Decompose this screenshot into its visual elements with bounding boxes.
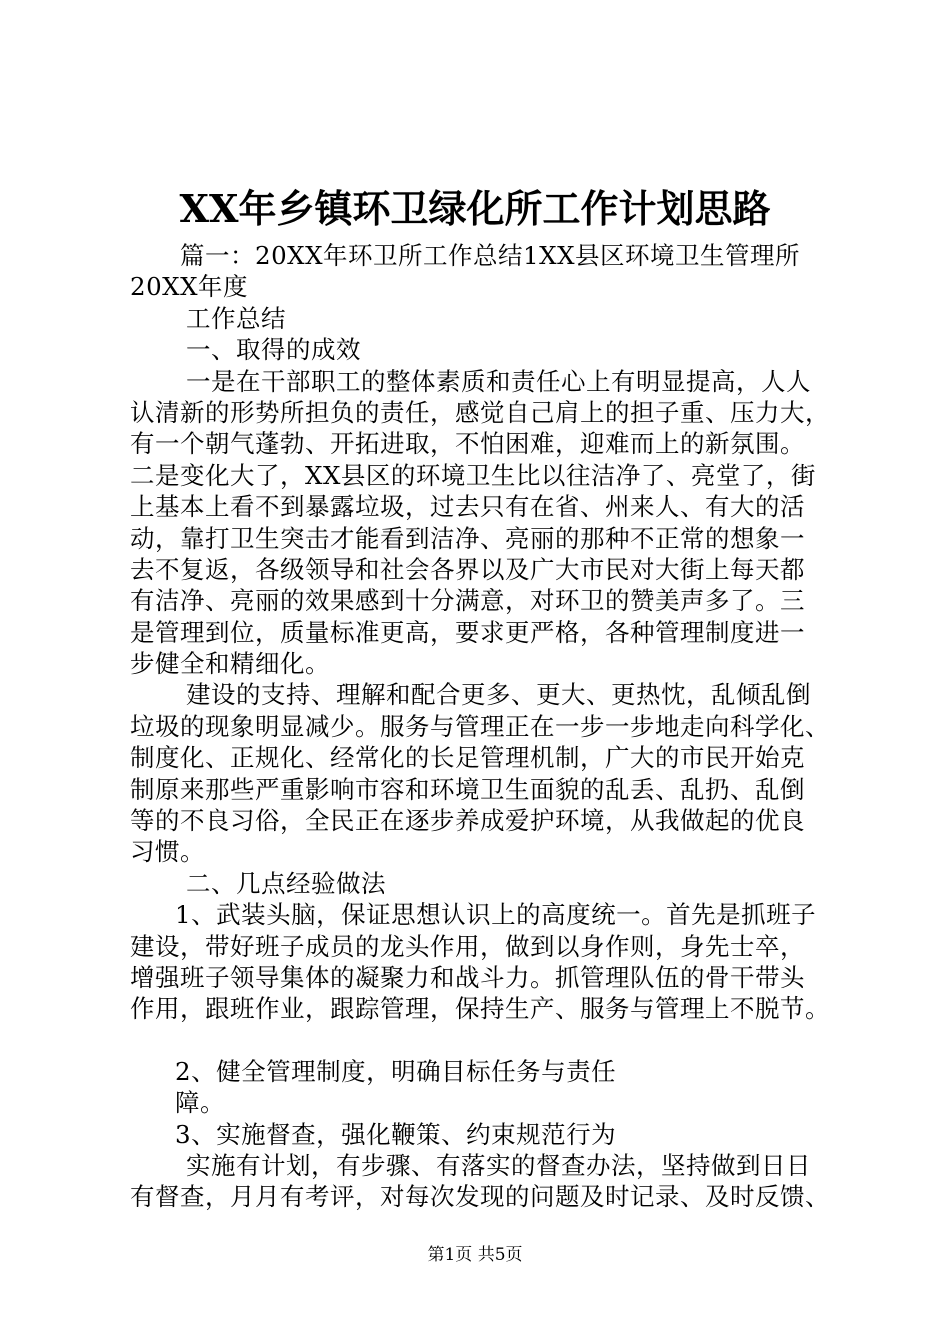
- document-title: XX年乡镇环卫绿化所工作计划思路: [179, 186, 771, 231]
- paragraph-line: 习惯。: [130, 837, 205, 867]
- page-footer: 第1页 共5页: [427, 1245, 523, 1265]
- document-body: [130, 240, 850, 1213]
- paragraph-line: 20XX年度: [130, 272, 249, 302]
- paragraph-line: 3、实施督查，强化鞭策、约束规范行为: [175, 1119, 617, 1149]
- paragraph-line: 作用，跟班作业，跟踪管理，保持生产、服务与管理上不脱节。: [130, 994, 830, 1024]
- section-heading: 二、几点经验做法: [186, 868, 386, 898]
- paragraph-line: 步健全和精细化。: [130, 649, 330, 679]
- paragraph-line: 增强班子领导集体的凝聚力和战斗力。抓管理队伍的骨干带头: [130, 962, 805, 992]
- paragraph-line: 实施有计划，有步骤、有落实的督查办法，坚持做到日日: [186, 1150, 811, 1180]
- paragraph-line: 动，靠打卫生突击才能看到洁净、亮丽的那种不正常的想象一: [130, 523, 805, 553]
- paragraph-line: 垃圾的现象明显减少。服务与管理正在一步一步地走向科学化、: [130, 711, 830, 741]
- paragraph-line: 去不复返，各级领导和社会各界以及广大市民对大街上每天都: [130, 554, 805, 584]
- paragraph-line: 制原来那些严重影响市容和环境卫生面貌的乱丢、乱扔、乱倒: [130, 774, 805, 804]
- paragraph-line: 认清新的形势所担负的责任，感觉自己肩上的担子重、压力大，: [130, 397, 830, 427]
- paragraph-line: 是管理到位，质量标准更高，要求更严格，各种管理制度进一: [130, 617, 805, 647]
- paragraph-line: 1、武装头脑，保证思想认识上的高度统一。首先是抓班子: [175, 900, 817, 930]
- paragraph-line: 建设的支持、理解和配合更多、更大、更热忱，乱倾乱倒: [186, 680, 811, 710]
- paragraph-line: 制度化、正规化、经常化的长足管理机制，广大的市民开始克: [130, 743, 805, 773]
- paragraph-line: 篇一：20XX年环卫所工作总结1XX县区环境卫生管理所: [180, 241, 801, 270]
- paragraph-line: 等的不良习俗，全民正在逐步养成爱护环境，从我做起的优良: [130, 806, 805, 836]
- paragraph-line: 有洁净、亮丽的效果感到十分满意，对环卫的赞美声多了。三: [130, 586, 805, 616]
- blank-line: [130, 1025, 850, 1056]
- section-heading: 工作总结: [186, 303, 286, 333]
- paragraph-line: 有督查，月月有考评，对每次发现的问题及时记录、及时反馈、: [130, 1182, 830, 1212]
- paragraph-line: 上基本上看不到暴露垃圾，过去只有在省、州来人、有大的活: [130, 492, 805, 522]
- paragraph-line: 有一个朝气蓬勃、开拓进取，不怕困难，迎难而上的新氛围。: [130, 429, 805, 459]
- paragraph-line: 2、健全管理制度，明确目标任务与责任: [175, 1056, 617, 1086]
- paragraph-line: 建设，带好班子成员的龙头作用，做到以身作则，身先士卒，: [130, 931, 805, 961]
- section-heading: 一、取得的成效: [186, 335, 361, 365]
- paragraph-line: 二是变化大了，XX县区的环境卫生比以往洁净了、亮堂了，街: [130, 460, 816, 490]
- paragraph-line: 障。: [175, 1088, 225, 1118]
- paragraph-line: 一是在干部职工的整体素质和责任心上有明显提高，人人: [186, 366, 811, 396]
